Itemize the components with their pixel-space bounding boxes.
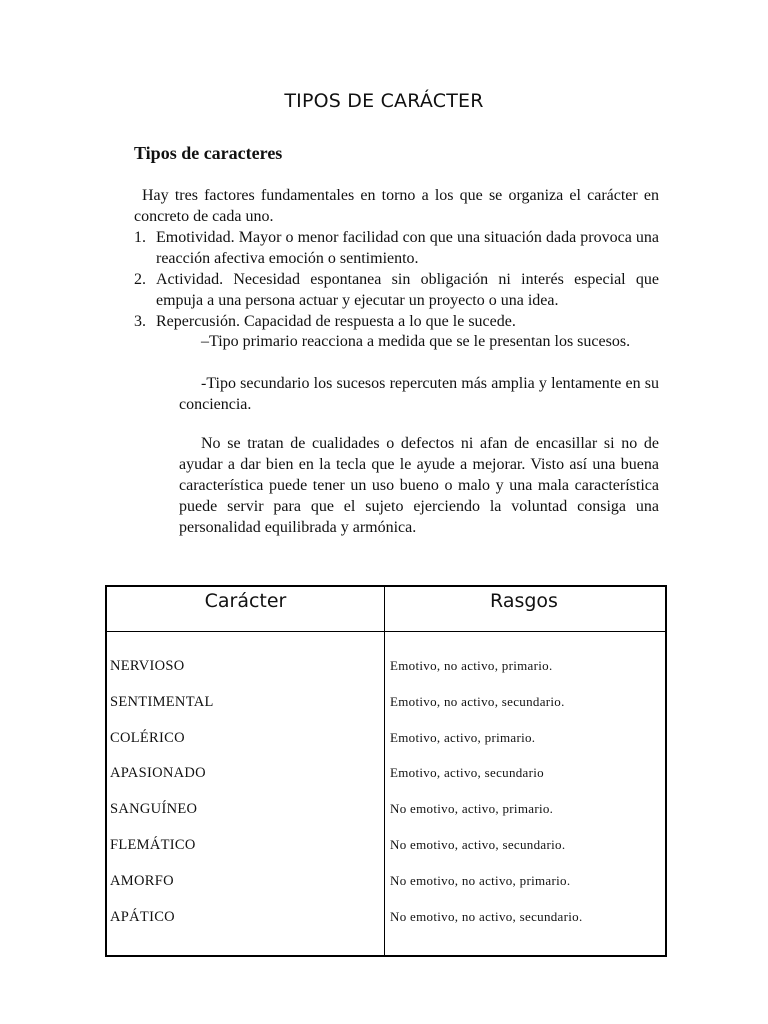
closing-paragraph: No se tratan de cualidades o defectos ni afan de encasillar si no de ayudar a dar bien en la tecla que le ayude a mejorar. Visto así una buena característica puede tener un uso bueno o malo y una mala característica puede servir para que el sujeto ejerciendo la voluntad consiga una personalidad equilibrada y armónica. <box>179 435 659 536</box>
list-number: 3. <box>134 313 146 330</box>
list-number: 1. <box>134 229 146 246</box>
factors-list <box>134 227 659 332</box>
list-item <box>134 269 659 311</box>
rasgos-cell: Emotivo, no activo, secundario. <box>390 693 565 709</box>
table-row <box>107 800 663 836</box>
table-row <box>107 872 663 908</box>
caracter-cell: NERVIOSO <box>110 658 185 674</box>
header-caracter: Carácter <box>204 590 287 612</box>
table-row <box>107 836 663 872</box>
primary-type-note: –Tipo primario reacciona a medida que se le presentan los sucesos. <box>201 333 631 350</box>
list-item <box>134 311 659 332</box>
rasgos-cell: No emotivo, activo, secundario. <box>390 836 566 852</box>
caracter-cell: APASIONADO <box>110 765 206 782</box>
caracter-cell: SANGUÍNEO <box>110 801 198 818</box>
rasgos-cell: No emotivo, activo, primario. <box>390 801 554 817</box>
table-body <box>107 657 663 943</box>
caracter-cell: APÁTICO <box>110 908 175 925</box>
section-heading: Tipos de caracteres <box>134 143 283 163</box>
character-table <box>105 585 667 957</box>
table-row <box>107 908 663 944</box>
header-rasgos: Rasgos <box>490 590 558 612</box>
list-text: Repercusión. Capacidad de respuesta a lo que le sucede. <box>156 313 516 330</box>
intro-paragraph: Hay tres factores fundamentales en torno a los que se organiza el carácter en concreto de cada uno. <box>134 187 659 225</box>
rasgos-cell: Emotivo, activo, primario. <box>390 729 536 745</box>
caracter-cell: SENTIMENTAL <box>110 693 214 710</box>
list-text: Actividad. Necesidad espontanea sin obligación ni interés especial que empuja a una persona actuar y ejecutar un proyecto o una idea. <box>156 271 659 309</box>
caracter-cell: AMORFO <box>110 872 174 889</box>
page-title: TIPOS DE CARÁCTER <box>284 90 484 112</box>
list-item <box>134 227 659 269</box>
table-header-divider <box>107 631 665 632</box>
rasgos-cell: No emotivo, no activo, primario. <box>390 872 571 888</box>
table-row <box>107 764 663 800</box>
rasgos-cell: Emotivo, no activo, primario. <box>390 658 553 673</box>
rasgos-cell: No emotivo, no activo, secundario. <box>390 908 583 924</box>
table-row <box>107 657 663 693</box>
rasgos-cell: Emotivo, activo, secundario <box>390 765 544 781</box>
list-number: 2. <box>134 271 146 288</box>
table-row <box>107 729 663 765</box>
caracter-cell: COLÉRICO <box>110 729 185 746</box>
list-text: Emotividad. Mayor o menor facilidad con que una situación dada provoca una reacción afectiva emoción o sentimiento. <box>156 229 659 267</box>
caracter-cell: FLEMÁTICO <box>110 836 196 853</box>
table-row <box>107 693 663 729</box>
secondary-type-note: -Tipo secundario los sucesos repercuten más amplia y lentamente en su conciencia. <box>179 375 659 413</box>
